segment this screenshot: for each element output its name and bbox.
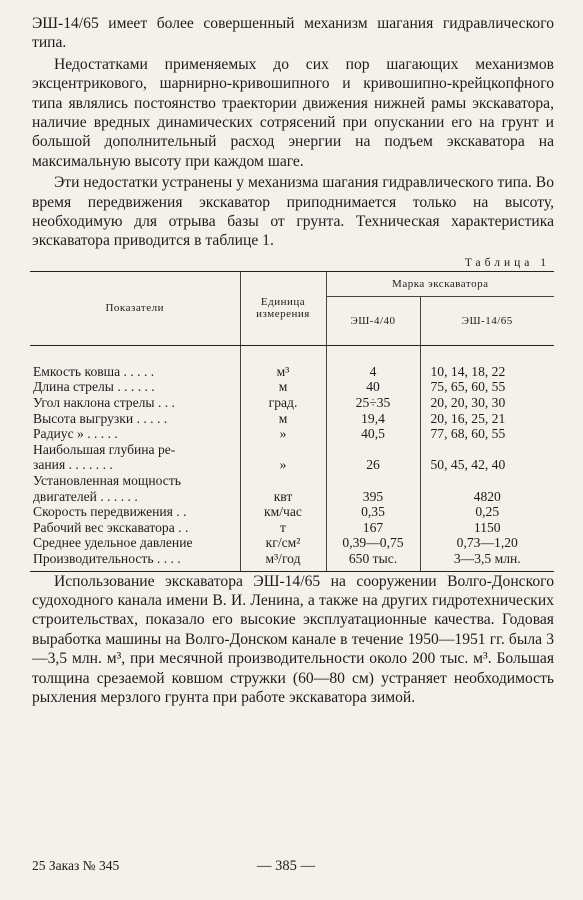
table-row [30,473,554,489]
row-value-model-1: 19,4 [326,411,420,427]
spec-table [30,271,554,572]
row-value-model-1: 395 [326,489,420,505]
paragraph-4: Использование экскаватора ЭШ-14/65 на сооружении Волго-Донского судоходного канала имени В. И. Ленина, а также на других гидротехнических строительствах, показало его высокие эксплуатационные качества. Годовая выработка машины на Волго-Донском канале в течение 1950—1951 гг. была 3—3,5 млн. м³, при месячной производительности около 200 тыс. м³. Большая толщина срезаемой ковшом стружки (60—80 см) устраняет необходимость рыхления мерзлого грунта при работе экскаватора зимой. [32,572,554,707]
table-row [30,551,554,571]
row-name: Производительность . . . . [30,551,240,571]
row-unit: м³/год [240,551,326,571]
row-unit: км/час [240,504,326,520]
row-value-model-1: 167 [326,520,420,536]
row-unit: м [240,411,326,427]
table-row [30,395,554,411]
row-value-model-1: 26 [326,457,420,473]
row-name: зания . . . . . . . [33,457,113,473]
table-row [30,379,554,395]
row-unit: м [240,379,326,395]
printer-signature: 25 Заказ № 345 [32,858,120,873]
page-number: — 385 — [257,858,315,874]
row-name: Длина стрелы . . . . . . [33,379,155,395]
row-unit: т [240,520,326,536]
table-body [30,345,554,571]
row-value-model-1: 25÷35 [326,395,420,411]
row-value-model-2: 0,73—1,20 [420,535,554,551]
table-row [30,489,554,505]
row-value-model-2: 0,25 [420,504,554,520]
table-row [30,345,554,379]
row-unit: » [240,457,326,473]
table-row [30,426,554,442]
row-value-model-2: 20, 20, 30, 30 [420,395,554,411]
table-row [30,520,554,536]
table-row [30,442,554,458]
header-model-1: ЭШ-4/40 [326,296,420,345]
row-unit: кг/см² [240,535,326,551]
page-footer [32,858,554,878]
row-unit: квт [240,489,326,505]
row-value-model-1: 0,35 [326,504,420,520]
row-value-model-1 [326,473,420,489]
row-value-model-2: 75, 65, 60, 55 [420,379,554,395]
header-unit: Единица измерения [240,271,326,345]
row-value-model-2: 10, 14, 18, 22 [420,345,554,379]
row-value-model-1: 40,5 [326,426,420,442]
row-name: Угол наклона стрелы . . . [33,395,175,411]
row-value-model-1: 4 [326,345,420,379]
row-value-model-2 [420,473,554,489]
row-name: Рабочий вес экскаватора . . [33,519,189,535]
row-unit [240,442,326,458]
row-name: Емкость ковша . . . . . [33,363,155,379]
row-unit [240,473,326,489]
table-row [30,411,554,427]
row-name: Высота выгрузки . . . . . [33,410,168,426]
row-value-model-1: 0,39—0,75 [326,535,420,551]
row-unit: м³ [240,345,326,379]
row-value-model-2: 1150 [420,520,554,536]
row-value-model-2: 50, 45, 42, 40 [420,457,554,473]
paragraph-3: Эти недостатки устранены у механизма шагания гидравлического типа. Во время передвижения экскаватор приподнимается только на высоту, необходимую для отрыва базы от грунта. Техническая характеристика экскаватора приводится в таблице 1. [32,174,554,250]
table-row [30,535,554,551]
row-name: Радиус » . . . . . [33,426,118,442]
row-name: Наибольшая глубина ре- [33,441,176,457]
row-value-model-1 [326,442,420,458]
row-name: Среднее удельное давление [33,535,193,551]
table-row [30,504,554,520]
row-value-model-1: 40 [326,379,420,395]
page-content [32,14,554,707]
table-row [30,457,554,473]
header-model-2: ЭШ-14/65 [420,296,554,345]
header-brand: Марка экскаватора [326,271,554,296]
paragraph-1: ЭШ-14/65 имеет более совершенный механизм шагания гидравлического типа. [32,15,554,52]
row-value-model-2: 77, 68, 60, 55 [420,426,554,442]
row-unit: град. [240,395,326,411]
row-value-model-2 [420,442,554,458]
row-name: Установленная мощность [33,473,181,489]
row-value-model-1: 650 тыс. [326,551,420,571]
row-value-model-2: 4820 [420,489,554,505]
row-value-model-2: 20, 16, 25, 21 [420,411,554,427]
table-caption: Таблица 1 [464,256,550,269]
row-name: двигателей . . . . . . [33,488,138,504]
row-name: Скорость передвижения . . [33,504,187,520]
row-unit: » [240,426,326,442]
row-value-model-2: 3—3,5 млн. [420,551,554,571]
header-indicators: Показатели [30,271,240,345]
paragraph-2: Недостатками применяемых до сих пор шагающих механизмов эксцентрикового, шарнирно-кривошипного и кривошипно-крейцкопфного типа являлись постоянство траектории движения нижней рамы экскаватора, наличие вредных динамических сотрясений при опускании его на грунт и большой дополнительный расход энергии на подъем экскаватора на максимальную высоту при каждом шаге. [32,55,554,170]
